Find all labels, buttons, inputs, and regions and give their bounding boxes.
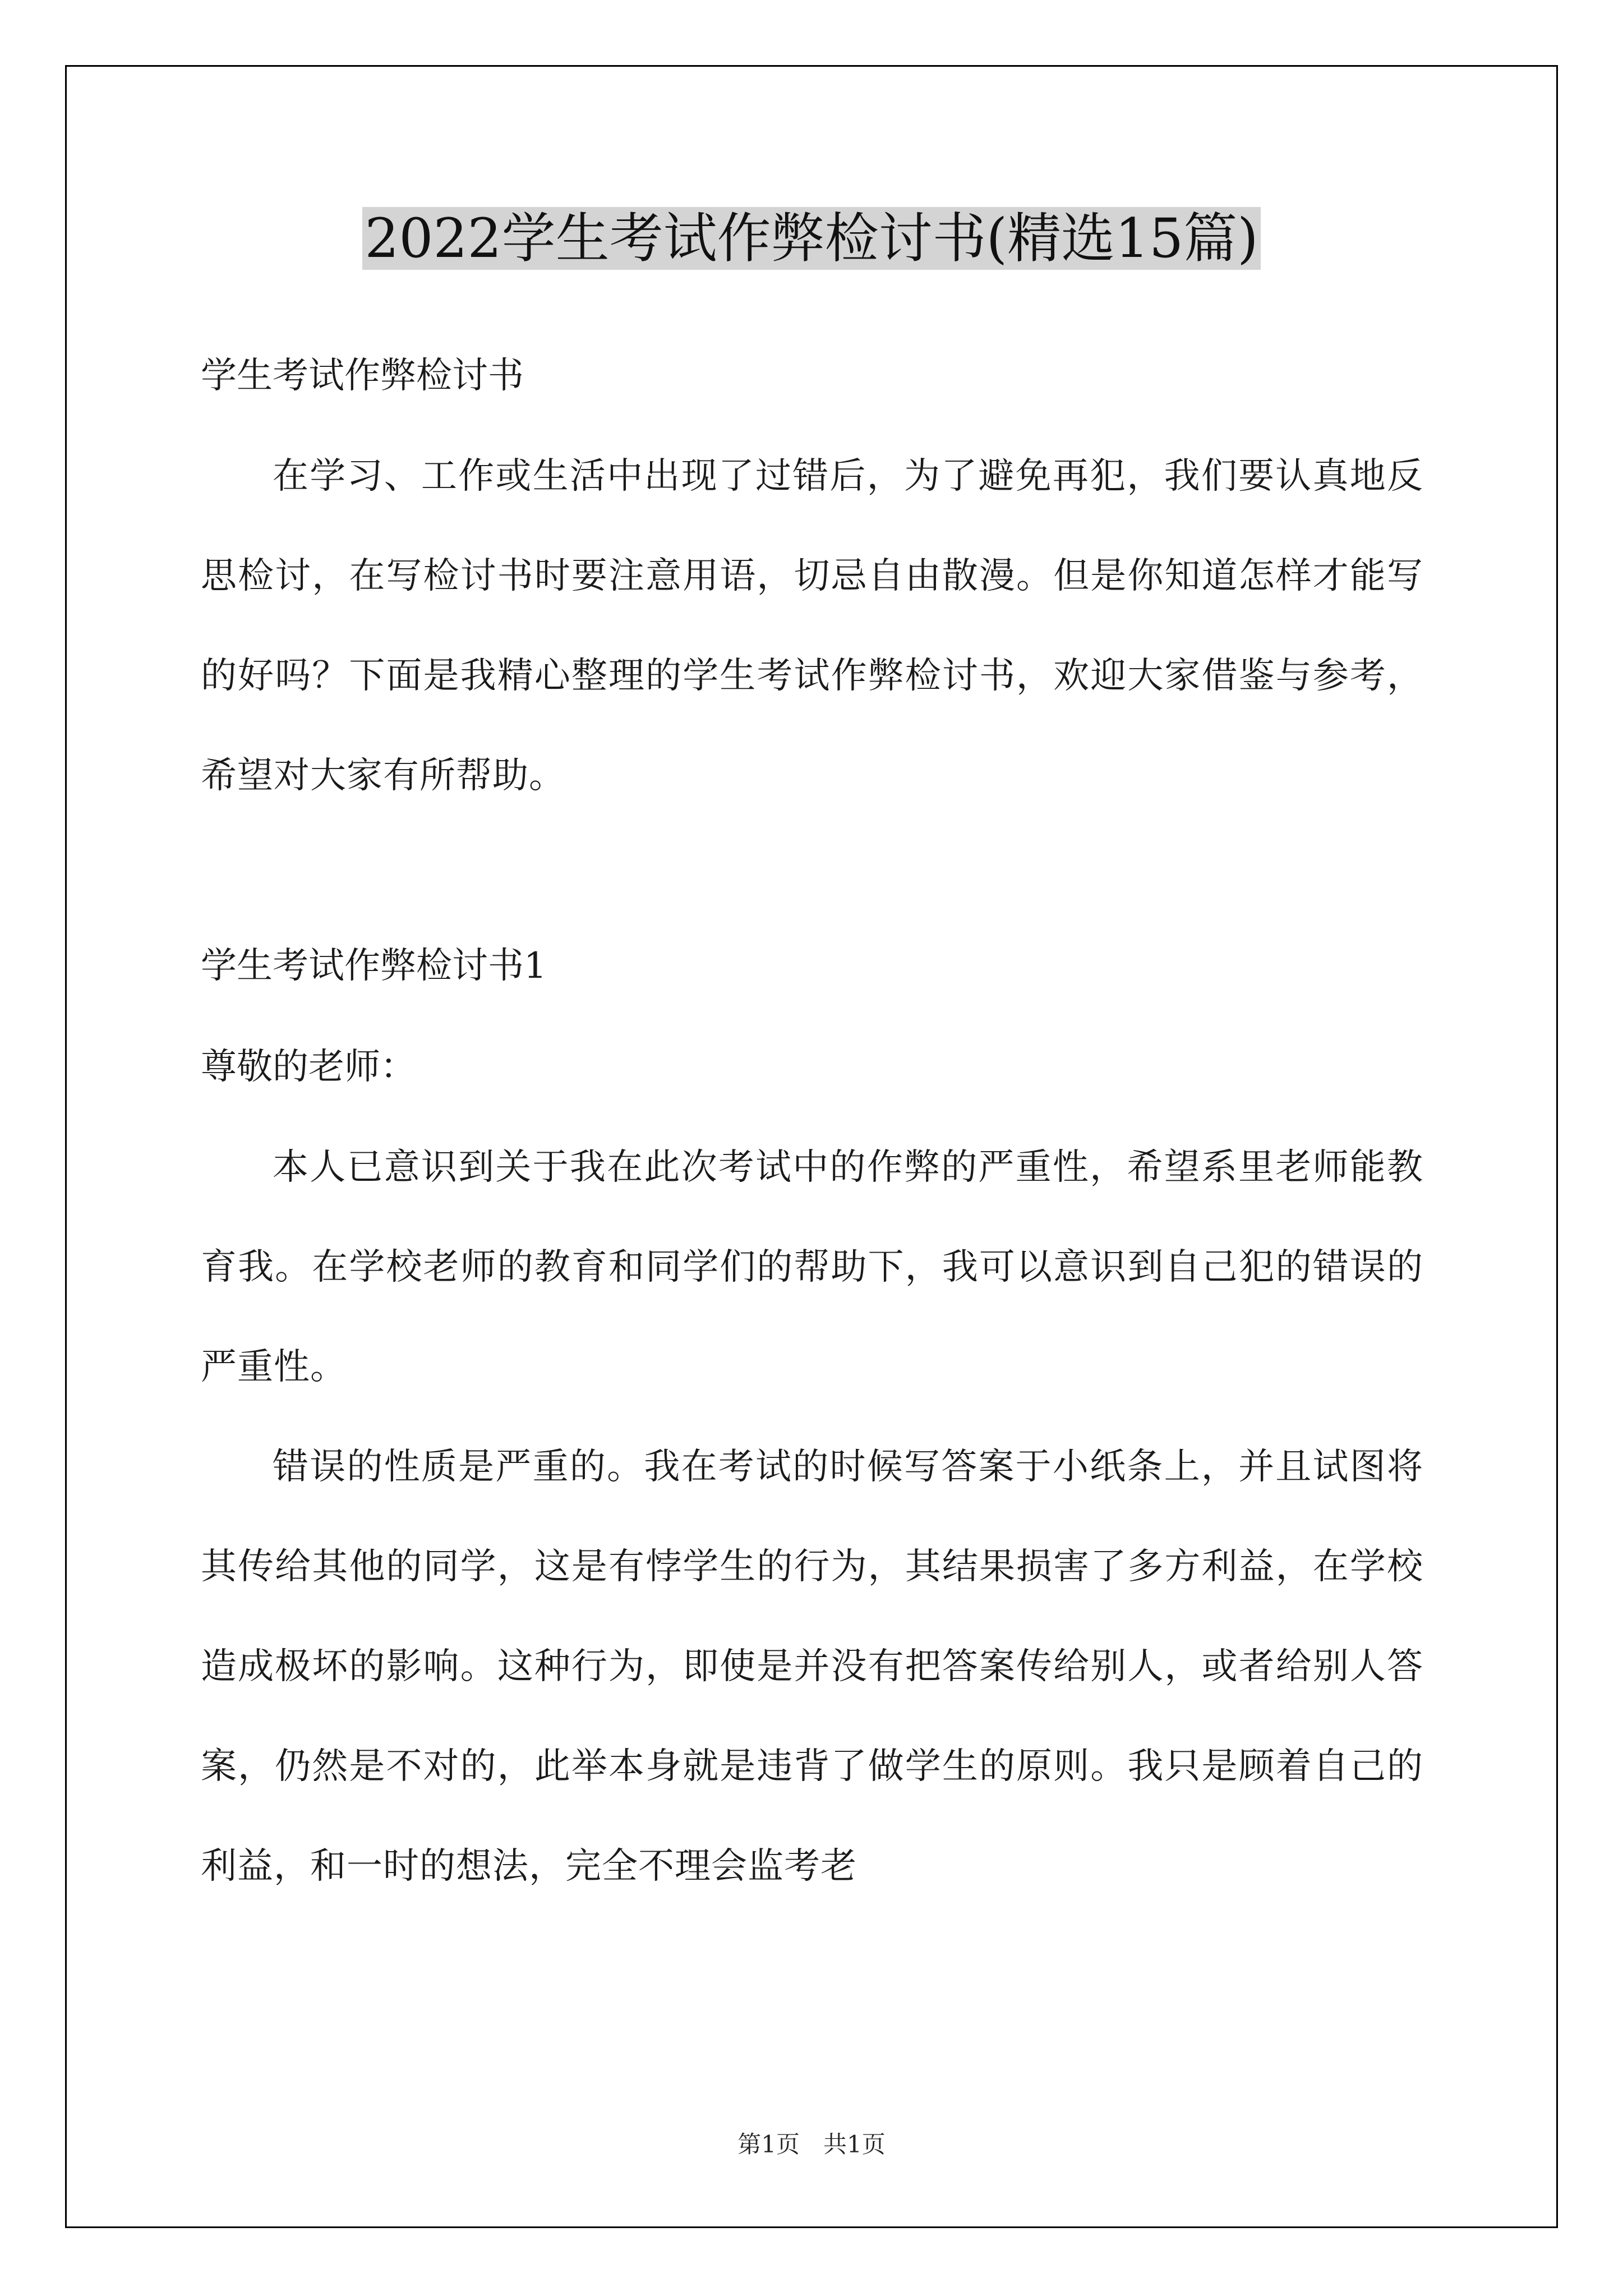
body-paragraph-2: 错误的性质是严重的。我在考试的时候写答案于小纸条上，并且试图将其传给其他的同学，这是有悖学生的行为，其结果损害了多方利益，在学校造成极坏的影响。这种行为，即使是并没有把答案传给别人，或者给别人答案，仍然是不对的，此举本身就是违背了做学生的原则。我只是顾着自己的利益，和一时的想法，完全不理会监考老 [201, 1446, 1423, 1887]
body-paragraph-1: 本人已意识到关于我在此次考试中的作弊的严重性，希望系里老师能教育我。在学校老师的教育和同学们的帮助下，我可以意识到自己犯的错误的严重性。 [201, 1147, 1423, 1388]
page-footer: 第1页 共1页 [737, 2131, 886, 2158]
section-heading: 学生考试作弊检讨书1 [201, 945, 547, 987]
intro-heading: 学生考试作弊检讨书 [201, 355, 524, 397]
salutation: 尊敬的老师： [201, 1046, 416, 1088]
document-title: 2022学生考试作弊检讨书(精选15篇) [0, 202, 1623, 275]
intro-paragraph: 在学习、工作或生活中出现了过错后，为了避免再犯，我们要认真地反思检讨，在写检讨书时要注意用语，切忌自由散漫。但是你知道怎样才能写的好吗？下面是我精心整理的学生考试作弊检讨书，欢迎大家借鉴与参考，希望对大家有所帮助。 [201, 455, 1423, 797]
document-body [201, 303, 1423, 1916]
